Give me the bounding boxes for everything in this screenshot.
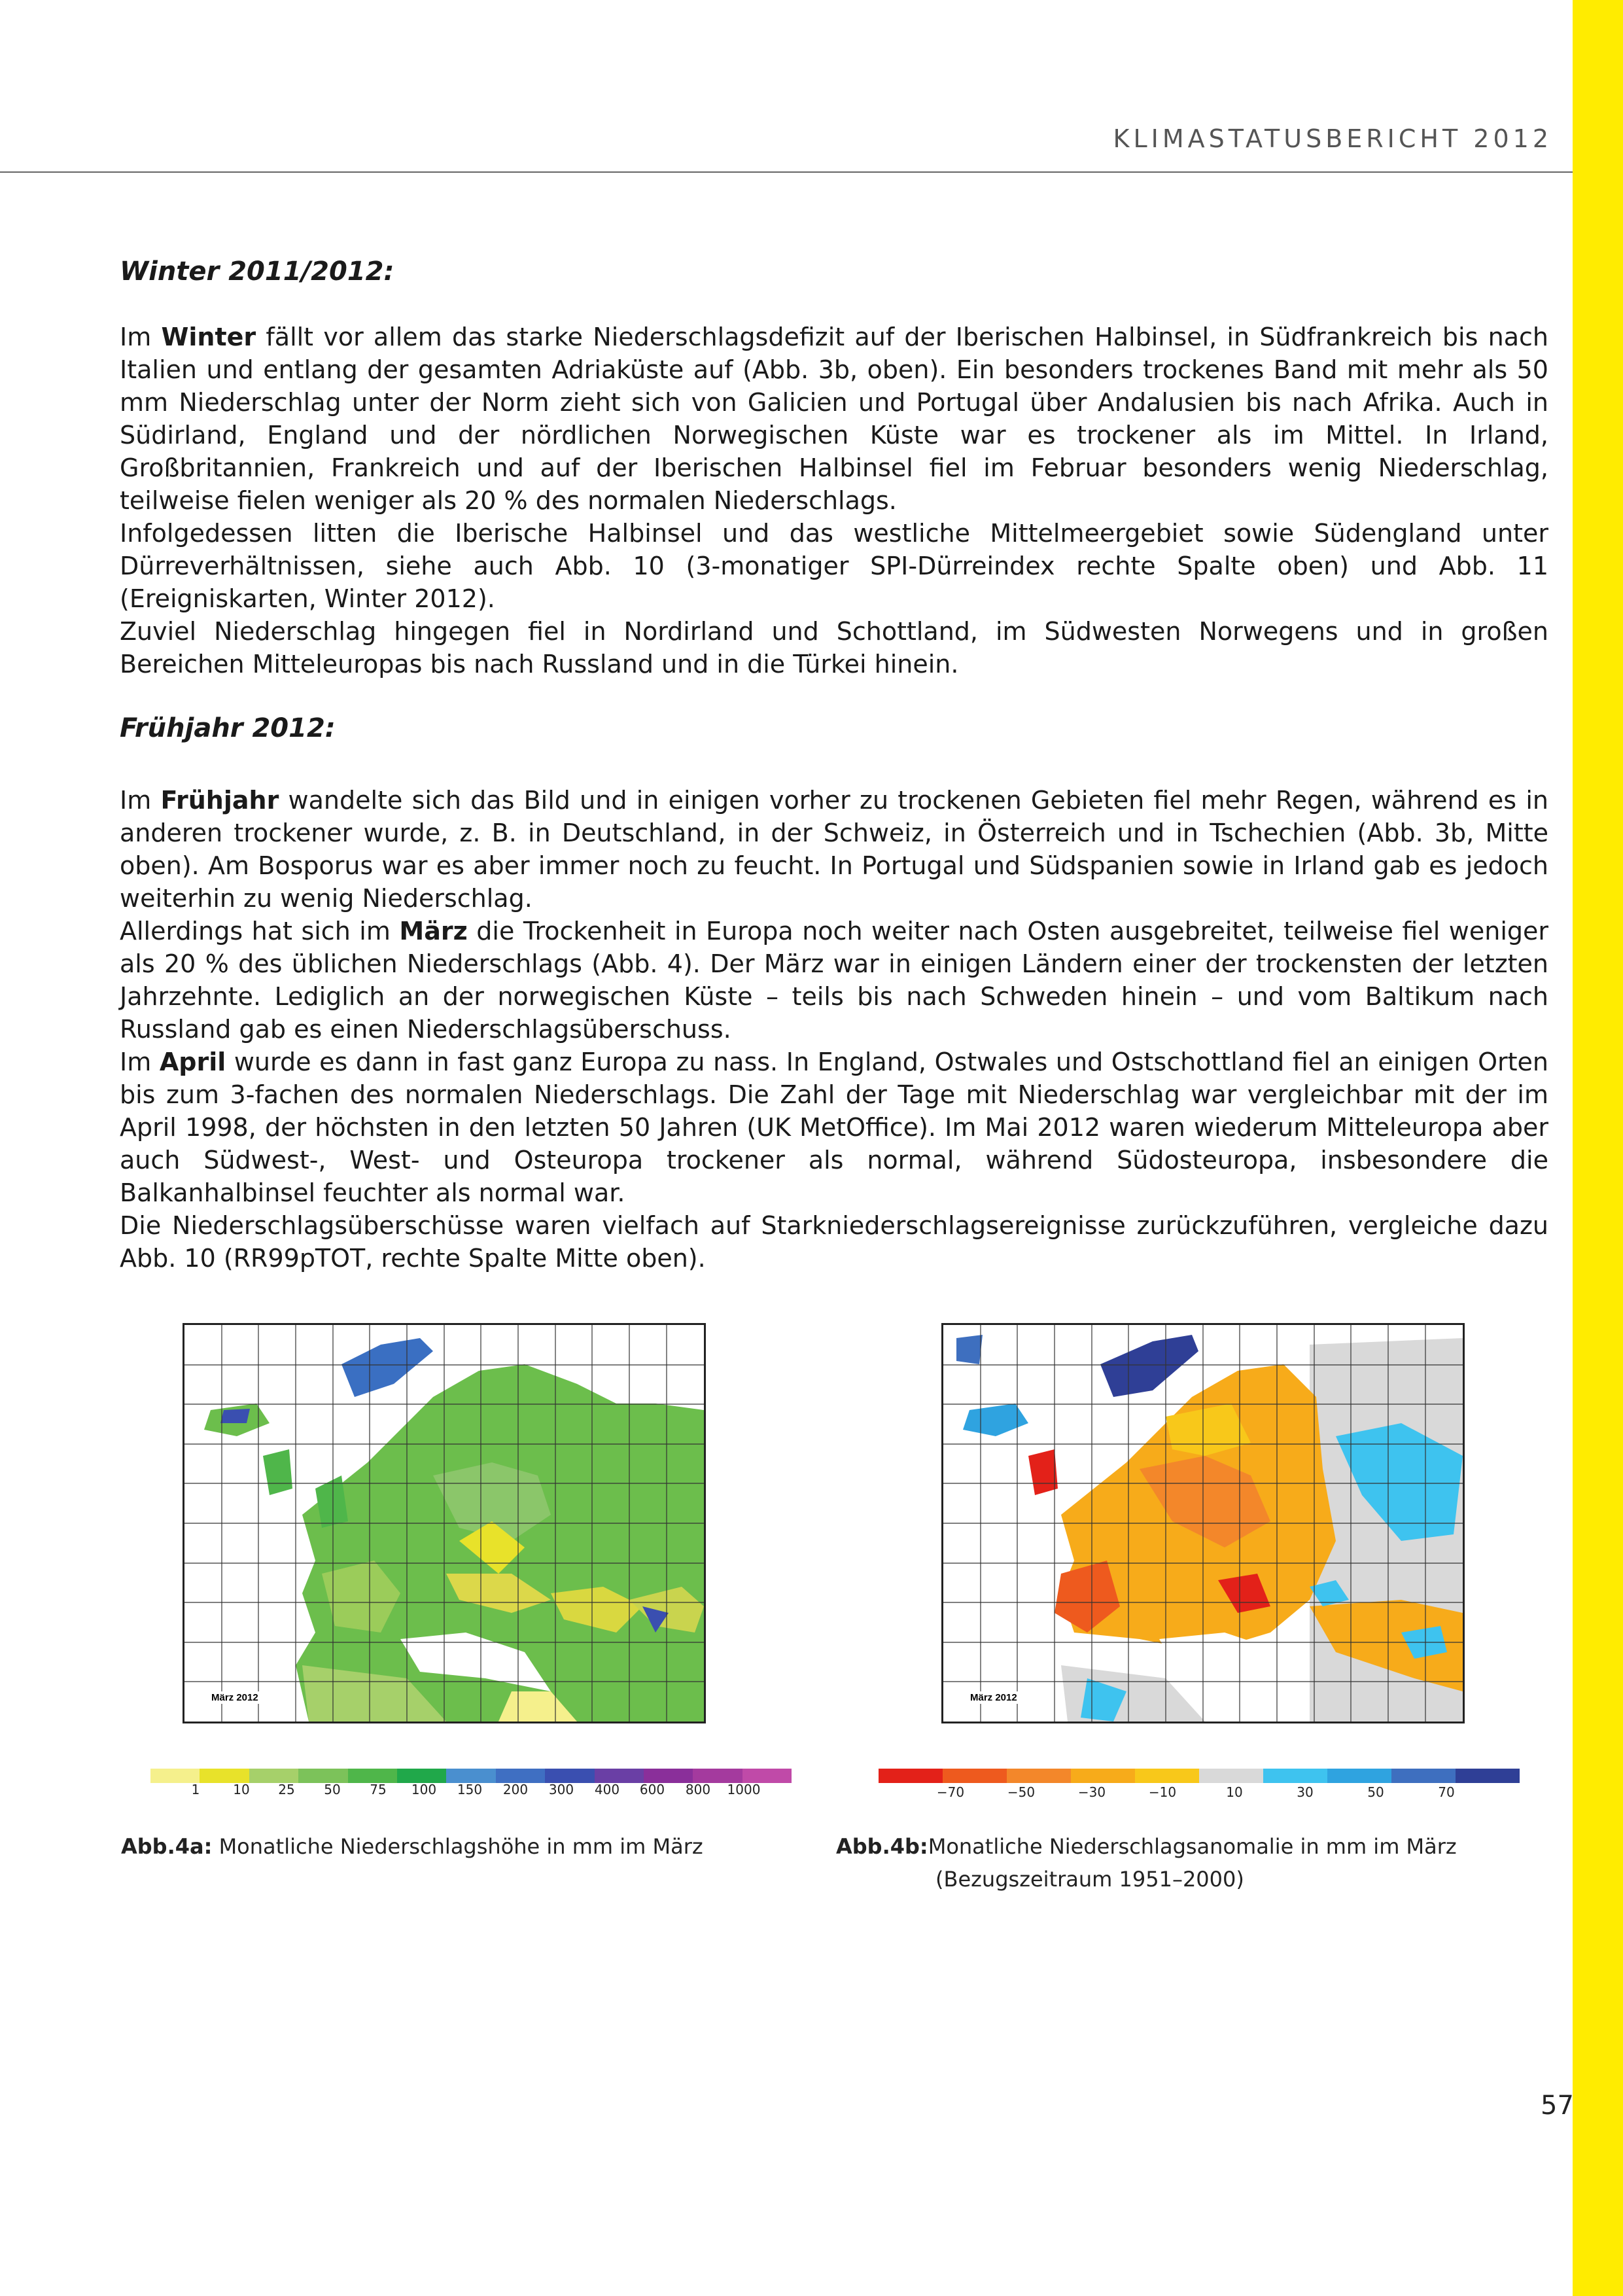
- map-label: März 2012: [209, 1691, 260, 1704]
- legend-swatch: [644, 1769, 693, 1783]
- figure-caption-4b: Abb.4b:Monatliche Niederschlagsanomalie in mm im März: [836, 1834, 1457, 1859]
- legend-ticks-b: [879, 1784, 1520, 1804]
- paragraph: Im Frühjahr wandelte sich das Bild und in einigen vorher zu trockenen Gebieten fiel mehr Regen, während es in anderen trockener wurde, z. B. in Deutschland, in der Schweiz, in Österreich und in Tschechien (Abb. 3b, Mitte oben). Am Bosporus war es aber immer noch zu feucht. In Portugal und Südspanien sowie in Irland gab es jedoch weiterhin zu wenig Niederschlag.: [120, 786, 1548, 913]
- paragraph: Im April wurde es dann in fast ganz Europa zu nass. In England, Ostwales und Ostschottland fiel an einigen Orten bis zum 3-fachen des normalen Niederschlags. Die Zahl der Tage mit Niederschlag war vergleichbar mit der im April 1998, der höchsten in den letzten 50 Jahren (UK MetOffice). Im Mai 2012 waren wiederum Mitteleuropa aber auch Südwest-, West- und Osteuropa trockener als normal, während Südosteuropa, insbesondere die Balkanhalbinsel feuchter als normal war.: [120, 1048, 1548, 1207]
- legend-swatch: [693, 1769, 742, 1783]
- legend-tick: 10: [1226, 1784, 1243, 1800]
- legend-tick: 1000: [727, 1782, 761, 1797]
- legend-tick: 50: [1367, 1784, 1384, 1800]
- header-rule: [0, 171, 1573, 173]
- section-heading-spring: Frühjahr 2012:: [120, 713, 336, 743]
- legend-tick: 200: [502, 1782, 529, 1797]
- legend-tick: −30: [1077, 1784, 1106, 1800]
- legend-tick: 10: [233, 1782, 250, 1797]
- legend-tick: 300: [548, 1782, 574, 1797]
- yellow-side-bar: [1573, 0, 1623, 2296]
- paragraph: Die Niederschlagsüberschüsse waren vielfach auf Starkniederschlagsereignisse zurückzuführen, vergleiche dazu Abb. 10 (RR99pTOT, rechte Spalte Mitte oben).: [120, 1211, 1548, 1273]
- paragraph: Im Winter fällt vor allem das starke Niederschlagsdefizit auf der Iberischen Halbinsel, in Südfrankreich bis nach Italien und entlang der gesamten Adriaküste auf (Abb. 3b, oben). Ein besonders trockenes Band mit mehr als 50 mm Niederschlag unter der Norm zieht sich von Galicien und Portugal über Andalusien bis nach Afrika. Auch in Südirland, England und der nördlichen Norwegischen Küste war es trockener als im Mittel. In Irland, Großbritannien, Frankreich und auf der Iberischen Halbinsel fiel im Februar besonders wenig Niederschlag, teilweise fielen weniger als 20 % des normalen Niederschlags.: [120, 323, 1548, 515]
- map-label: März 2012: [968, 1691, 1019, 1704]
- legend-swatch: [1135, 1769, 1199, 1783]
- section-heading-winter: Winter 2011/2012:: [120, 256, 394, 287]
- legend-ticks-a: [150, 1782, 792, 1801]
- legend-swatch: [1199, 1769, 1263, 1783]
- legend-swatch: [595, 1769, 644, 1783]
- precipitation-map: [183, 1323, 706, 1723]
- legend-tick: −50: [1007, 1784, 1036, 1800]
- legend-tick: 800: [685, 1782, 711, 1797]
- paragraph: Allerdings hat sich im März die Trockenheit in Europa noch weiter nach Osten ausgebreitet, teilweise fiel weniger als 20 % des üblichen Niederschlags (Abb. 4). Der März war in einigen Ländern einer der trockensten der letzten Jahrzehnte. Lediglich an der norwegischen Küste – teils bis nach Schweden hinein – und vom Baltikum nach Russland gab es einen Niederschlagsüberschuss.: [120, 917, 1549, 1044]
- legend-swatch: [348, 1769, 397, 1783]
- section-winter: [120, 256, 1548, 680]
- legend-tick: 75: [370, 1782, 387, 1797]
- legend-tick: 100: [411, 1782, 437, 1797]
- legend-swatch: [943, 1769, 1007, 1783]
- legend-swatch: [1071, 1769, 1135, 1783]
- legend-tick: −70: [936, 1784, 965, 1800]
- legend-swatch: [1263, 1769, 1327, 1783]
- legend-swatch: [1327, 1769, 1391, 1783]
- legend-colorbar: [879, 1769, 1520, 1783]
- legend-colorbar: [150, 1769, 792, 1783]
- paragraph: Infolgedessen litten die Iberische Halbinsel und das westliche Mittelmeergebiet sowie Südengland unter Dürreverhältnissen, siehe auch Abb. 10 (3-monatiger SPI-Dürreindex rechte Spalte oben) und Abb. 11 (Ereigniskarten, Winter 2012).: [120, 519, 1548, 613]
- legend-swatch: [496, 1769, 545, 1783]
- legend-swatch: [200, 1769, 249, 1783]
- legend-tick: 30: [1297, 1784, 1314, 1800]
- running-header: KLIMASTATUSBERICHT 2012: [1113, 124, 1552, 153]
- legend-swatch: [298, 1769, 347, 1783]
- europe-map-anomaly-icon: [943, 1325, 1463, 1722]
- legend-swatch: [742, 1769, 792, 1783]
- legend-swatch: [1456, 1769, 1520, 1783]
- legend-swatch: [150, 1769, 200, 1783]
- legend-tick: 400: [594, 1782, 620, 1797]
- section-spring: [120, 713, 1548, 1275]
- legend-swatch: [397, 1769, 446, 1783]
- legend-swatch: [879, 1769, 943, 1783]
- legend-tick: 150: [457, 1782, 483, 1797]
- legend-tick: 1: [191, 1782, 200, 1797]
- legend-tick: 70: [1438, 1784, 1455, 1800]
- legend-swatch: [249, 1769, 298, 1783]
- legend-swatch: [1007, 1769, 1071, 1783]
- legend-swatch: [446, 1769, 495, 1783]
- legend-swatch: [1391, 1769, 1456, 1783]
- figure-caption-4a: Abb.4a: Monatliche Niederschlagshöhe in mm im März: [121, 1834, 703, 1859]
- legend-tick: 25: [278, 1782, 295, 1797]
- page-number: 57: [1541, 2091, 1574, 2121]
- legend-tick: 50: [324, 1782, 341, 1797]
- figure-caption-4b-line2: (Bezugszeitraum 1951–2000): [935, 1867, 1244, 1892]
- legend-tick: 600: [639, 1782, 665, 1797]
- paragraph: Zuviel Niederschlag hingegen fiel in Nordirland und Schottland, im Südwesten Norwegens und in großen Bereichen Mitteleuropas bis nach Russland und in die Türkei hinein.: [120, 617, 1548, 679]
- anomaly-map: [941, 1323, 1465, 1723]
- europe-map-total-icon: [184, 1325, 704, 1722]
- legend-tick: −10: [1148, 1784, 1177, 1800]
- legend-swatch: [545, 1769, 594, 1783]
